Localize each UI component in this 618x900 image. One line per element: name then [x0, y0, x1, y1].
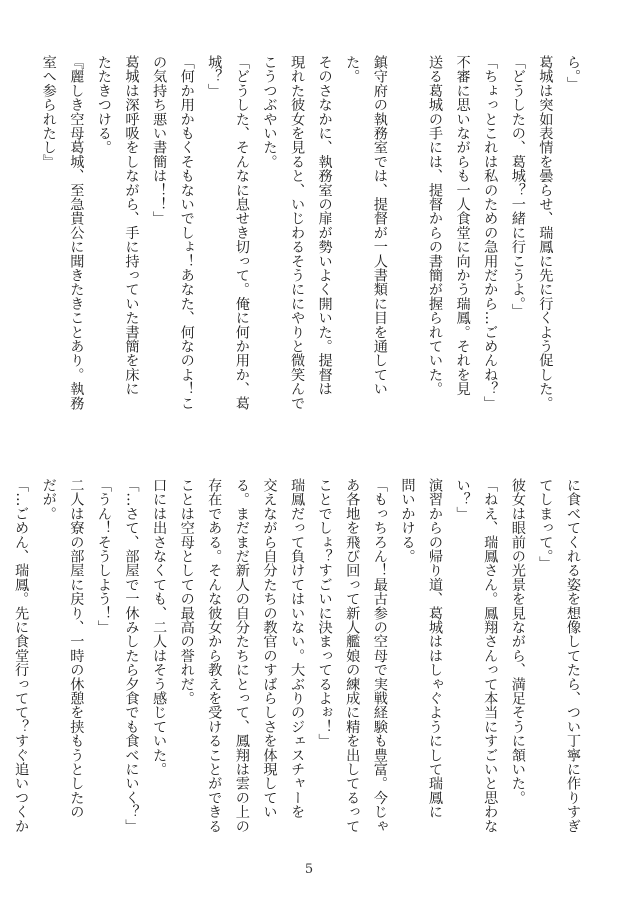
text-line: だが。: [40, 478, 57, 521]
text-line: 彼女は眼前の光景を見ながら、満足そうに頷いた。: [509, 478, 526, 805]
text-block-lower: [7, 478, 586, 868]
text-line: ら。」: [565, 55, 581, 91]
text-line: い？」: [454, 478, 471, 521]
text-line: ことは空母としての最高の誉れだ。: [178, 478, 195, 706]
text-line: る。まだまだ新人の自分たちにとって、鳳翔は雲の上の: [233, 478, 250, 833]
text-line: 城？」: [206, 55, 223, 98]
text-line: 「うん！そうしよう！」: [95, 478, 112, 635]
text-line: 「もっちろん！最古参の空母で実戦経験も豊富。今じゃ: [371, 478, 388, 833]
text-line: そのさなかに、執務室の扉が勢いよく開いた。提督は: [316, 55, 333, 396]
blank-line: [393, 55, 421, 445]
text-line: てしまって。」: [537, 478, 554, 571]
text-line: 口には出さなくても、二人はそう感じていた。: [151, 478, 168, 777]
text-line: 存在である。そんな彼女から教えを受けることができる: [206, 478, 223, 833]
text-line: 「…さて、部屋で一休みしたら夕食でも食べにいく？」: [123, 478, 140, 833]
text-line: 問いかける。: [399, 478, 416, 564]
text-line: に食べてくれる姿を想像してたら、つい丁寧に作りすぎ: [565, 478, 581, 833]
text-line: の気持ち悪い書簡は！！」: [151, 55, 168, 226]
text-line: 葛城は深呼吸をしながら、手に持っていた書簡を床に: [123, 55, 140, 396]
text-line: 不審に思いながらも一人食堂に向かう瑞鳳。それを見: [454, 55, 471, 396]
text-line: 二人は寮の部屋に戻り、一時の休憩を挟もうとしたの: [68, 478, 85, 819]
text-line: あ各地を飛び回って新人艦娘の練成に精を出してるって: [344, 478, 361, 833]
text-line: こうつぶやいた。: [261, 55, 278, 169]
text-line: 葛城は突如表情を曇らせ、瑞鳳に先に行くよう促した。: [537, 55, 554, 410]
text-block-upper: [34, 55, 586, 445]
text-line: 演習からの帰り道、葛城ははしゃぐようにして瑞鳳に: [427, 478, 444, 819]
text-line: た。: [344, 55, 361, 84]
text-line: 「ちょっとこれは私のための急用だから…ごめんね？」: [482, 55, 499, 410]
text-line: 「どうした、そんなに息せき切って。俺に何か用か、葛: [233, 55, 250, 410]
text-line: 鎮守府の執務室では、提督が一人書類に目を通してい: [371, 55, 388, 396]
text-line: 送る葛城の手には、提督からの書簡が握られていた。: [427, 55, 444, 396]
text-line: 「…ごめん、瑞鳳。先に食堂行ってて？すぐ追いつくか: [13, 478, 30, 833]
text-line: 「何か用かもくそもないでしょ！あなた、何なのよ！こ: [178, 55, 195, 410]
text-line: たたきつける。: [95, 55, 112, 155]
text-line: 「ねえ、瑞鳳さん。鳳翔さんって本当にすごいと思わな: [482, 478, 499, 833]
text-line: ことでしょ？すごいに決まってるよぉ！」: [316, 478, 333, 748]
text-line: 交えながら自分たちの教官のすばらしさを体現してい: [261, 478, 278, 819]
text-line: 現れた彼女を見ると、いじわるそうににやりと微笑んで: [289, 55, 306, 410]
text-line: 「どうしたの、葛城？一緒に行こうよ。」: [509, 55, 526, 318]
text-line: 瑞鳳だって負けてはいない。大ぶりのジェスチャーを: [289, 478, 306, 819]
page-number: 5: [304, 862, 314, 877]
text-line: 『麗しき空母葛城、至急貴公に聞きたきことあり。執務: [68, 55, 85, 410]
text-line: 室へ参られたし』: [40, 55, 57, 169]
